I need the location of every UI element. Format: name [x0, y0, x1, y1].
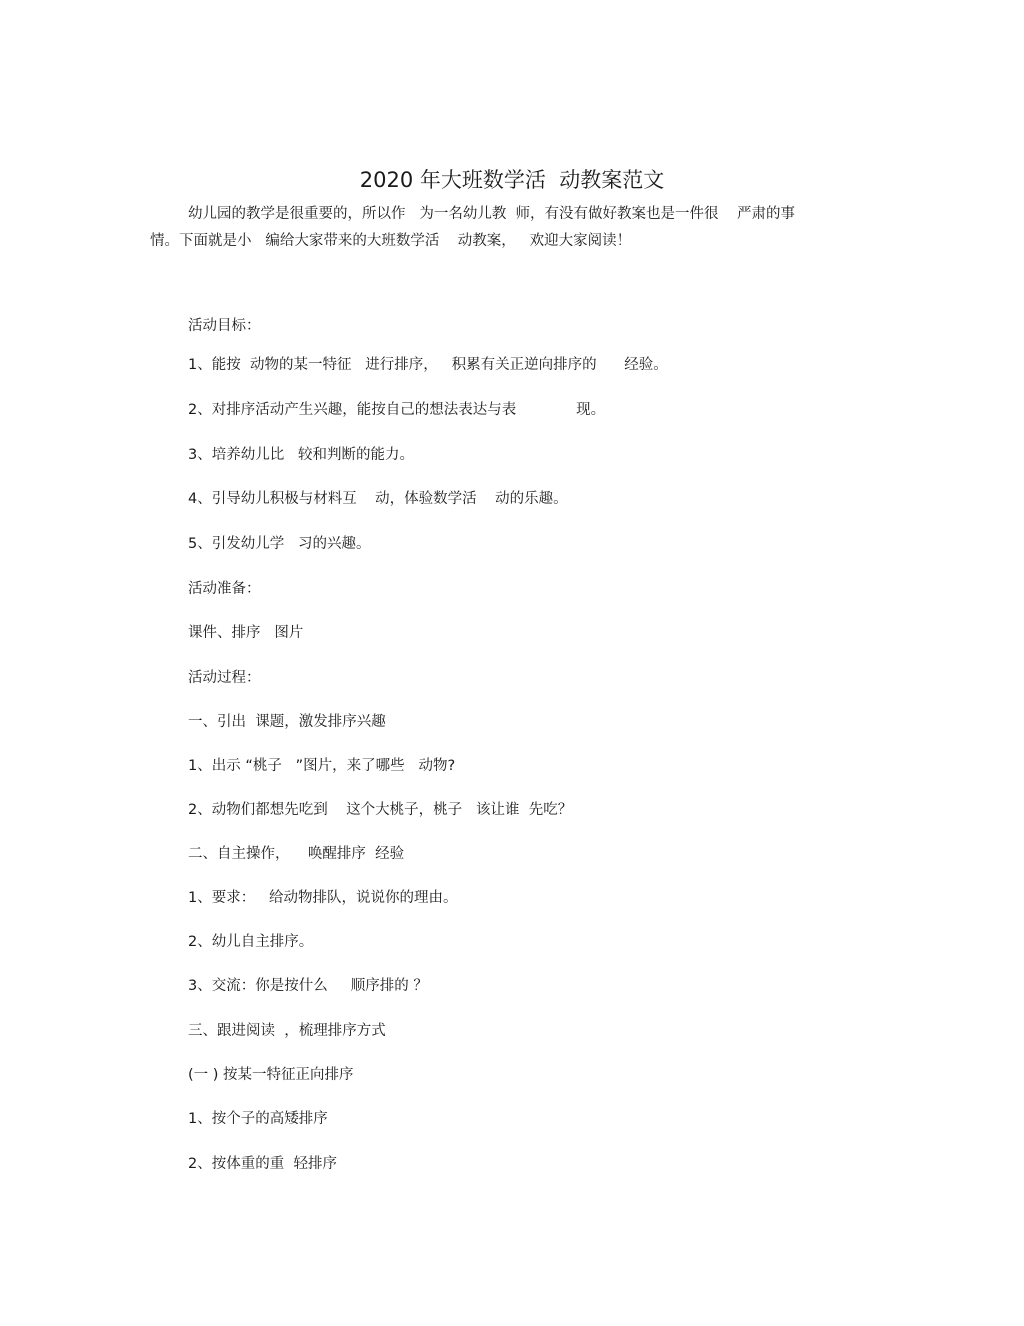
section-heading-preparation: 活动准备：	[188, 581, 261, 597]
goal-item: 5、引发幼儿学 习的兴趣。	[188, 536, 371, 552]
goal-item: 1、能按 动物的某一特征 进行排序， 积累有关正逆向排序的 经验。	[188, 357, 668, 373]
preparation-item: 课件、排序 图片	[188, 625, 304, 641]
process-item: 3、交流：你是按什么 顺序排的 ？	[188, 978, 428, 994]
process-item: 2、按体重的重 轻排序	[188, 1156, 337, 1172]
document-title: 2020 年大班数学活 动教案范文	[359, 168, 665, 192]
goal-item: 4、引导幼儿积极与材料互 动，体验数学活 动的乐趣。	[188, 491, 568, 507]
process-item: 1、按个子的高矮排序	[188, 1111, 328, 1127]
process-subheading: (一 ) 按某一特征正向排序	[188, 1067, 354, 1083]
process-item: 1、要求： 给动物排队，说说你的理由。	[188, 890, 458, 906]
process-item: 1、出示 “桃子 ”图片，来了哪些 动物?	[188, 758, 456, 774]
process-item: 2、幼儿自主排序。	[188, 934, 314, 950]
intro-line-2: 情。下面就是小 编给大家带来的大班数学活 动教案， 欢迎大家阅读！	[150, 233, 632, 249]
process-item: 2、动物们都想先吃到 这个大桃子，桃子 该让谁 先吃？	[188, 802, 573, 818]
goal-item: 2、对排序活动产生兴趣，能按自己的想法表达与表 现。	[188, 402, 606, 418]
section-heading-goals: 活动目标：	[188, 318, 261, 334]
process-step-heading: 三、跟进阅读 ，梳理排序方式	[188, 1023, 386, 1039]
process-step-heading: 二、自主操作， 唤醒排序 经验	[188, 846, 405, 862]
intro-line-1: 幼儿园的教学是很重要的，所以作 为一名幼儿教 师，有没有做好教案也是一件很 严肃的事	[188, 206, 795, 222]
section-heading-process: 活动过程：	[188, 670, 261, 686]
goal-item: 3、培养幼儿比 较和判断的能力。	[188, 447, 415, 463]
process-step-heading: 一、引出 课题，激发排序兴趣	[188, 714, 386, 730]
intro-paragraph	[150, 201, 865, 255]
